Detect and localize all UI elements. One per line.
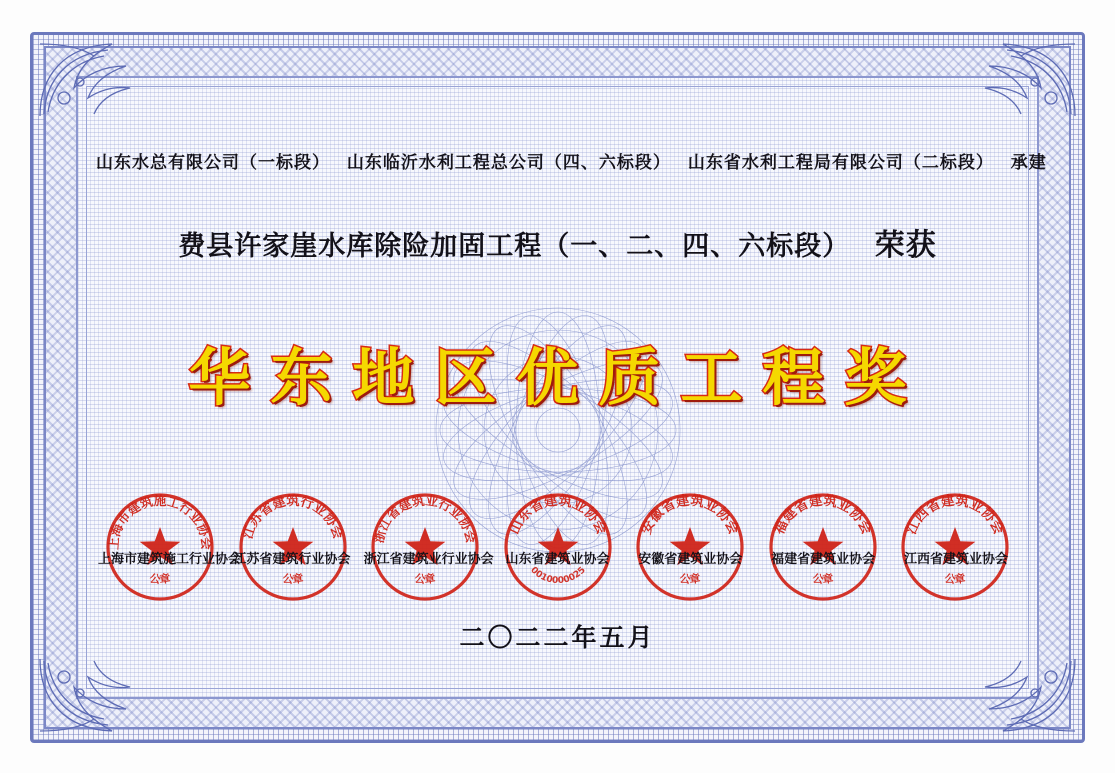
association-name: 山东省建筑业协会 xyxy=(505,552,610,567)
issue-date: 二〇二二年五月 xyxy=(459,623,656,652)
svg-text:浙江省建筑业行业协会: 浙江省建筑业行业协会 xyxy=(370,492,480,545)
seal-jiangsu xyxy=(235,489,351,605)
builder-3: 山东省水利工程局有限公司（二标段） xyxy=(687,153,994,173)
association-name: 江西省建筑业协会 xyxy=(903,552,1008,567)
association-name: 福建省建筑业协会 xyxy=(771,552,876,567)
project-line xyxy=(96,220,1019,264)
seal-shanghai xyxy=(102,489,218,605)
awarded-word: 荣获 xyxy=(874,228,937,263)
svg-text:0010000025: 0010000025 xyxy=(527,565,588,587)
builder-2: 山东临沂水利工程总公司（四、六标段） xyxy=(346,153,671,173)
builders-suffix: 承建 xyxy=(1010,153,1047,173)
seal-jiangxi xyxy=(897,489,1013,605)
seal-shandong xyxy=(500,489,616,605)
svg-text:江苏省建筑行业协会: 江苏省建筑行业协会 xyxy=(240,494,345,541)
certificate-content xyxy=(96,96,1047,677)
award-title: 华东地区优质工程奖 xyxy=(188,341,927,414)
svg-text:江西省建筑业协会: 江西省建筑业协会 xyxy=(903,492,1007,537)
builders-line xyxy=(96,148,1047,173)
seal-fujian xyxy=(765,489,881,605)
association-name: 江苏省建筑行业协会 xyxy=(233,552,351,567)
seals-row xyxy=(96,482,1019,612)
association-name: 上海市建筑施工行业协会 xyxy=(98,552,242,567)
seal-zhejiang xyxy=(367,489,483,605)
association-name: 安徽省建筑业协会 xyxy=(638,552,743,567)
seal-anhui xyxy=(632,489,748,605)
association-name: 浙江省建筑业行业协会 xyxy=(363,552,494,567)
svg-text:山东省建筑业协会: 山东省建筑业协会 xyxy=(505,492,610,537)
svg-text:公章: 公章 xyxy=(148,571,172,587)
project-name: 费县许家崖水库除险加固工程（一、二、四、六标段） xyxy=(178,231,851,262)
svg-text:上海市建筑施工行业协会: 上海市建筑施工行业协会 xyxy=(105,493,215,551)
svg-text:公章: 公章 xyxy=(943,571,967,587)
builder-1: 山东水总有限公司（一标段） xyxy=(96,153,330,173)
svg-text:福建省建筑业协会: 福建省建筑业协会 xyxy=(770,492,875,537)
svg-text:公章: 公章 xyxy=(413,571,437,587)
association-names-row xyxy=(96,548,1019,567)
svg-text:公章: 公章 xyxy=(811,571,834,587)
svg-text:安徽省建筑业协会: 安徽省建筑业协会 xyxy=(638,492,742,537)
svg-text:公章: 公章 xyxy=(281,571,304,587)
svg-text:公章: 公章 xyxy=(678,571,702,587)
